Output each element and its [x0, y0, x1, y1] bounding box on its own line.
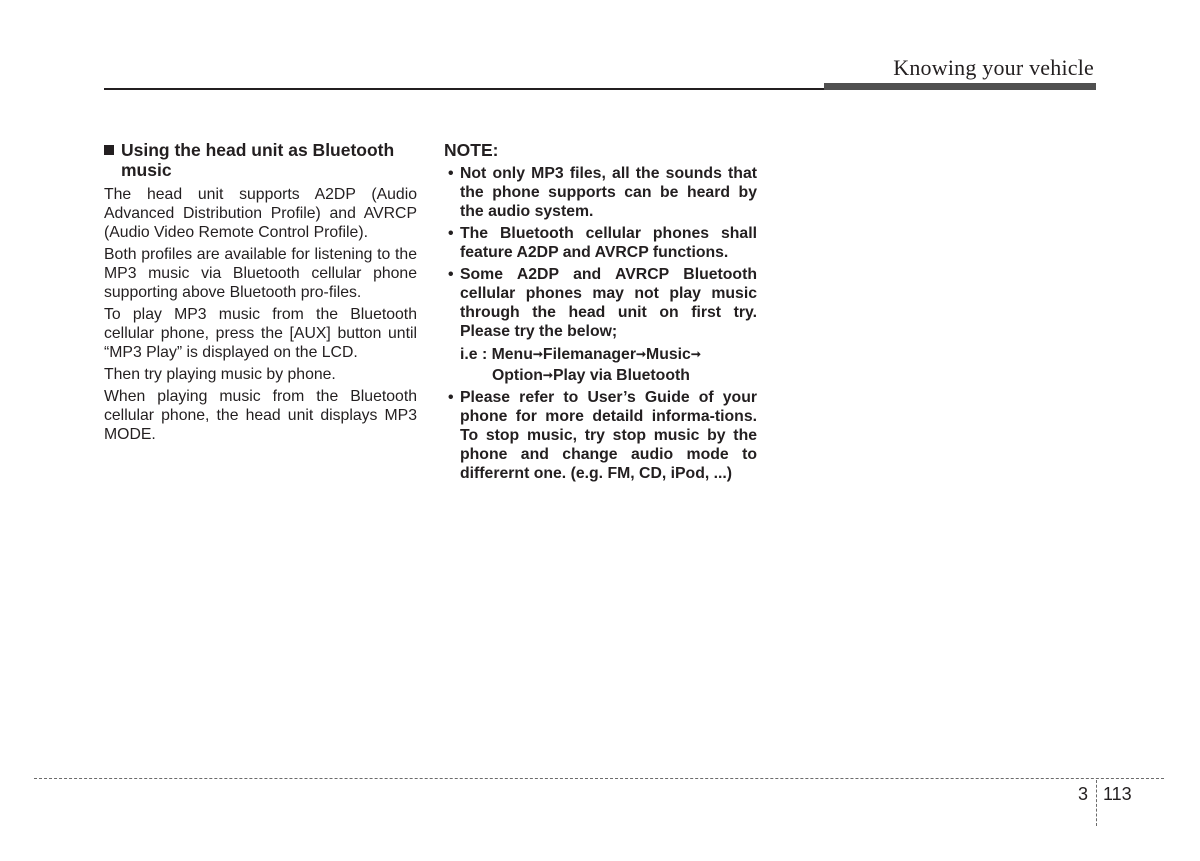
menu-path-line-1	[444, 344, 757, 365]
menu-path-prefix: i.e :	[460, 346, 492, 363]
page-number-divider	[1096, 780, 1097, 826]
note-column	[444, 140, 757, 486]
menu-path-step: Menu	[491, 346, 533, 363]
bullet-icon: •	[448, 165, 454, 182]
section-heading-text: Using the head unit as Bluetooth music	[121, 140, 395, 180]
bullet-icon: •	[448, 266, 454, 283]
menu-path-line-2	[444, 365, 757, 386]
note-item-text: Please refer to User’s Guide of your phone for more detaild informa-tions. To stop music, try stop music by the phone and change audio mode to differernt one. (e.g. FM, CD, iPod, ...)	[460, 389, 757, 482]
arrow-right-icon: ➞	[542, 368, 553, 382]
note-item	[444, 224, 757, 262]
note-item	[444, 265, 757, 341]
note-item-text: The Bluetooth cellular phones shall feature A2DP and AVRCP functions.	[460, 225, 757, 261]
bullet-icon: •	[448, 225, 454, 242]
paragraph: The head unit supports A2DP (Audio Advanced Distribution Profile) and AVRCP (Audio Video Remote Control Profile).	[104, 186, 417, 241]
note-title: NOTE:	[444, 140, 499, 160]
note-item	[444, 164, 757, 221]
note-item-text: Some A2DP and AVRCP Bluetooth cellular phones may not play music through the head unit on first try. Please try the below;	[460, 266, 757, 340]
footer-rule	[34, 778, 1164, 779]
header-rule-accent	[824, 83, 1096, 90]
menu-path-step: Option	[492, 367, 543, 384]
arrow-right-icon: ➞	[532, 347, 543, 361]
bullet-icon: •	[448, 389, 454, 406]
section-heading	[104, 140, 417, 180]
menu-path-step: Music	[646, 346, 691, 363]
note-item-text: Not only MP3 files, all the sounds that the phone supports can be heard by the audio system.	[460, 165, 757, 220]
paragraph: Both profiles are available for listening to the MP3 music via Bluetooth cellular phone supporting above Bluetooth pro-files.	[104, 246, 417, 301]
arrow-right-icon: ➞	[690, 347, 701, 361]
chapter-number: 3	[1078, 784, 1089, 804]
page-header-title: Knowing your vehicle	[893, 55, 1094, 80]
paragraph: Then try playing music by phone.	[104, 366, 336, 383]
menu-path-step: Play via Bluetooth	[552, 367, 690, 384]
arrow-right-icon: ➞	[635, 347, 647, 361]
page-number: 113	[1103, 784, 1132, 804]
paragraph: To play MP3 music from the Bluetooth cellular phone, press the [AUX] button until “MP3 Play” is displayed on the LCD.	[104, 306, 417, 361]
header-rule	[104, 88, 824, 90]
left-column	[104, 140, 417, 447]
menu-path-step: Filemanager	[542, 346, 636, 363]
paragraph: When playing music from the Bluetooth cellular phone, the head unit displays MP3 MODE.	[104, 388, 417, 443]
square-bullet-icon	[104, 145, 114, 155]
note-item	[444, 388, 757, 483]
